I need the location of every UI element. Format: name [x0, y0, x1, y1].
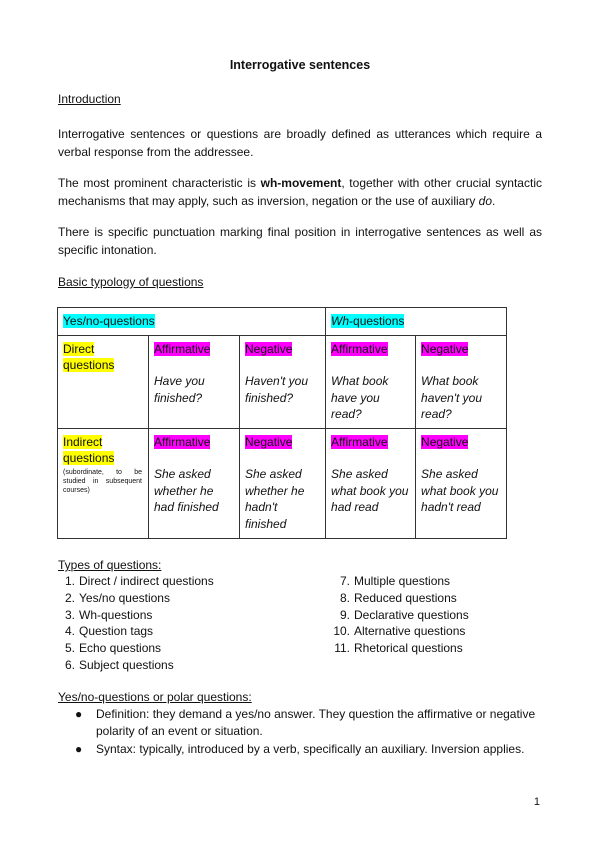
cell-tag: Negative: [245, 434, 293, 449]
cell-tag: Negative: [421, 341, 469, 356]
intro-paragraph-2: [58, 174, 542, 210]
cell-example: She asked what book you had read: [331, 467, 409, 514]
types-list-left: [57, 573, 307, 674]
cell-example: What book have you read?: [331, 374, 389, 421]
table-cell: [326, 428, 416, 538]
table-cell: [240, 428, 326, 538]
row-note: (subordinate, to be studied in subsequent courses): [63, 468, 142, 494]
cell-tag: Affirmative: [154, 341, 211, 356]
cell-example: She asked whether he hadn't finished: [245, 467, 305, 531]
list-item: 6. Subject questions: [64, 657, 174, 672]
table-row-indirect: [58, 428, 507, 538]
polar-bullets: [75, 706, 543, 760]
list-item: 5. Echo questions: [64, 641, 162, 656]
row-label: Indirect questions: [63, 434, 115, 465]
list-item: 7. Multiple questions: [339, 574, 451, 588]
p2-text-end: .: [492, 194, 496, 208]
intro-paragraph-1: Interrogative sentences or questions are broadly defined as utterances which require a verbal response from the addressee.: [58, 127, 542, 159]
header-yes-no: [58, 308, 326, 336]
cell-example: Haven't you finished?: [245, 374, 308, 405]
polar-heading: Yes/no-questions or polar questions:: [58, 690, 252, 704]
list-item: ● Definition: they demand a yes/no answer. They question the affirmative or negative polarity of an event or situation.: [75, 707, 536, 738]
header-wh-label: [331, 314, 404, 328]
header-wh-rest: -questions: [349, 314, 405, 328]
table-header-row: [58, 308, 507, 336]
cell-tag: Negative: [421, 434, 469, 449]
header-wh: [326, 308, 507, 336]
page-number: 1: [533, 796, 540, 808]
types-list-right: [332, 573, 552, 657]
cell-example: Have you finished?: [154, 374, 205, 405]
cell-tag: Affirmative: [154, 434, 211, 449]
bullet-icon: ●: [75, 707, 83, 721]
list-item: ● Syntax: typically, introduced by a verb, specifically an auxiliary. Inversion applies.: [75, 742, 525, 756]
header-wh-italic: Wh: [331, 314, 350, 328]
row-label: Direct questions: [63, 341, 115, 372]
table-cell: [240, 335, 326, 428]
table-cell: [416, 428, 507, 538]
typology-table: [57, 307, 507, 539]
typology-heading: Basic typology of questions: [58, 275, 204, 289]
cell-example: She asked whether he had finished: [154, 467, 219, 514]
list-item: 2. Yes/no questions: [64, 590, 170, 605]
list-item: 8. Reduced questions: [339, 590, 457, 605]
list-item: 11. Rhetorical questions: [334, 641, 463, 656]
list-item: 10. Alternative questions: [333, 624, 466, 639]
p2-bold-term: wh-movement: [260, 176, 342, 190]
intro-paragraph-3: There is specific punctuation marking final position in interrogative sentences as well as specific intonation.: [58, 225, 542, 257]
p2-italic-term: do: [478, 194, 493, 208]
cell-tag: Affirmative: [331, 434, 388, 449]
table-cell: [149, 428, 240, 538]
types-heading: Types of questions:: [58, 558, 162, 572]
list-item: 9. Declarative questions: [339, 607, 469, 622]
bullet-icon: ●: [75, 742, 83, 756]
cell-tag: Affirmative: [331, 341, 388, 356]
document-title: Interrogative sentences: [229, 58, 371, 72]
header-yes-no-label: Yes/no-questions: [63, 314, 155, 328]
intro-heading: Introduction: [58, 92, 121, 106]
table-cell: [416, 335, 507, 428]
list-item: 3. Wh-questions: [64, 607, 153, 622]
row-label-cell: [58, 335, 149, 428]
row-label-cell: [58, 428, 149, 538]
p2-text-middle: , together with other crucial syntactic mechanisms that may apply, such as inversion, negation or the use of auxiliary: [58, 176, 542, 208]
cell-example: She asked what book you hadn't read: [421, 467, 499, 514]
cell-example: What book haven't you read?: [421, 374, 483, 421]
list-item: 1. Direct / indirect questions: [64, 574, 214, 588]
table-cell: [149, 335, 240, 428]
table-row-direct: [58, 335, 507, 428]
table-cell: [326, 335, 416, 428]
list-item: 4. Question tags: [64, 624, 154, 639]
p2-text-before: The most prominent characteristic is: [58, 176, 261, 190]
cell-tag: Negative: [245, 341, 293, 356]
